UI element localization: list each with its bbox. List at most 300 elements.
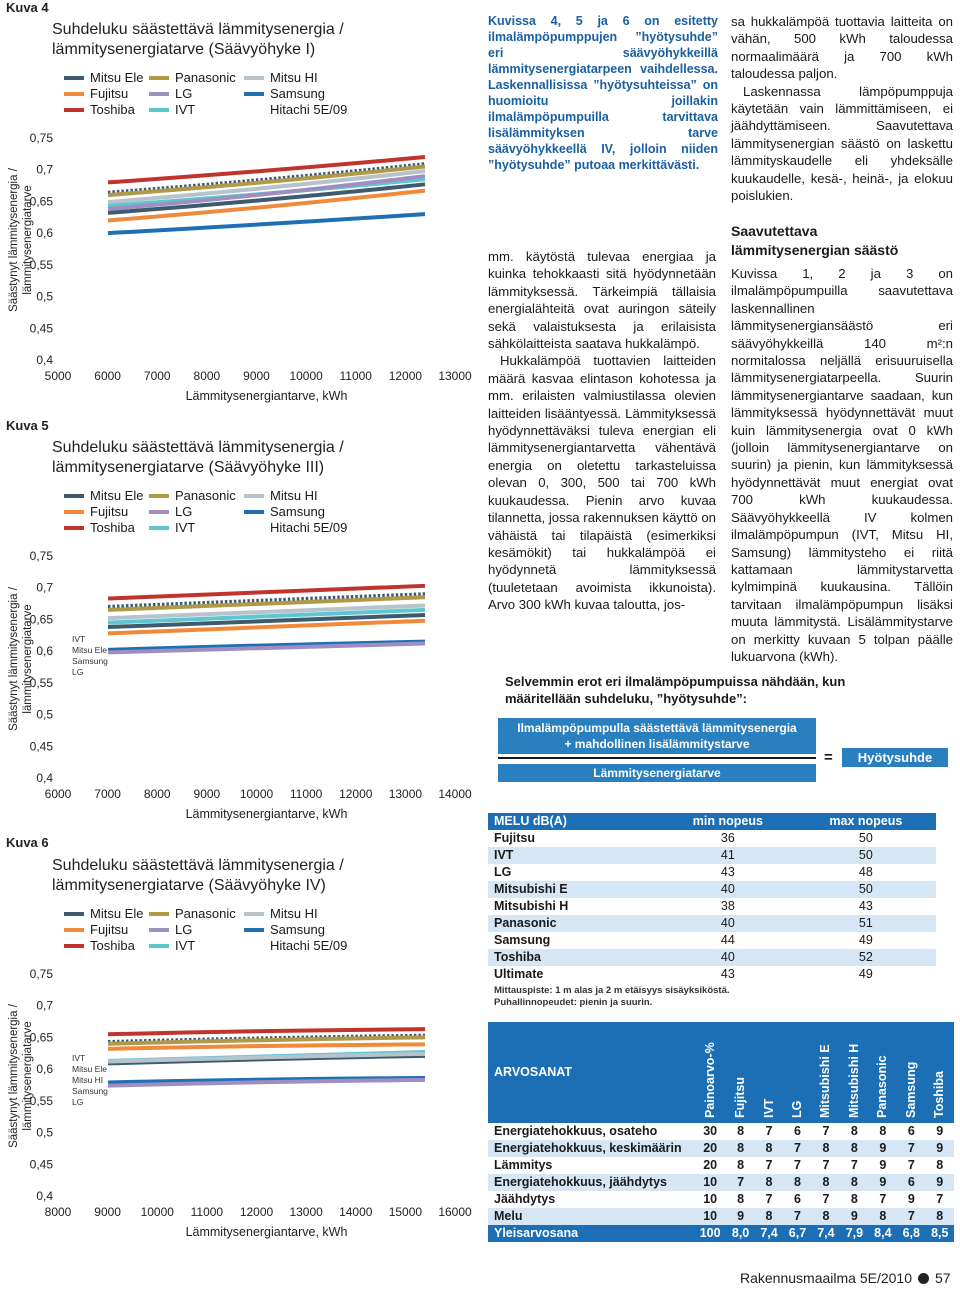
legend-label: Toshiba: [90, 102, 135, 117]
x-tick-label: 8000: [143, 787, 171, 801]
x-tick-label: 11000: [190, 1205, 224, 1219]
chart-plot: [0, 966, 478, 1251]
legend-swatch: [149, 928, 169, 932]
ratings-value-cell: 6: [794, 1124, 801, 1138]
legend-label: Toshiba: [90, 520, 135, 535]
series-annotation: Mitsu Ele: [72, 1064, 107, 1074]
y-tick-label: 0,75: [29, 131, 53, 145]
x-tick-label: 10000: [289, 369, 323, 383]
ratings-col-header: [812, 1022, 840, 1123]
x-tick-label: 11000: [339, 369, 372, 383]
ratings-total-value: 8,0: [726, 1225, 754, 1242]
y-tick-label: 0,7: [36, 162, 53, 177]
series-annotation: Mitsu HI: [72, 1075, 104, 1085]
x-tick-label: 13000: [438, 369, 472, 383]
noise-table-row: [488, 847, 936, 864]
noise-model-cell: Ultimate: [494, 967, 544, 981]
legend-swatch: [64, 928, 84, 932]
ratings-value-cell: 7: [765, 1124, 773, 1138]
legend-swatch: [149, 494, 169, 498]
ratings-col-header: [926, 1022, 954, 1123]
ratings-value-cell: 7: [765, 1158, 773, 1172]
chart-title-line: lämmitysenergiatarve (Säävyöhyke I): [52, 41, 316, 58]
formula-denominator: Lämmitysenergiatarve: [498, 764, 816, 782]
ratings-criterion-cell: Lämmitys: [494, 1158, 553, 1172]
legend-label: Toshiba: [90, 938, 135, 953]
y-tick-label: 0,75: [29, 549, 53, 563]
x-tick-label: 14000: [339, 1205, 373, 1219]
ratings-col-header: [869, 1022, 897, 1123]
ratings-col-header-label: LG: [789, 1100, 804, 1118]
ratings-table-row: [488, 1174, 954, 1191]
legend-label: Fujitsu: [90, 86, 129, 101]
y-tick-label: 0,7: [36, 580, 53, 595]
ratings-value-cell: 7: [783, 1208, 811, 1225]
y-axis-label-line: lämmitysenergiatarve: [22, 185, 34, 295]
legend-swatch: [244, 912, 264, 916]
ratings-table-row: [488, 1191, 954, 1208]
fraction-bar: [498, 757, 816, 759]
ratings-value-cell: 7: [794, 1158, 801, 1172]
noise-table-row: [488, 949, 936, 966]
ratings-value-cell: 8: [936, 1158, 944, 1172]
noise-value-cell: 48: [858, 865, 873, 879]
legend-label: IVT: [175, 520, 196, 535]
ratings-col-header-label: Mitsubishi H: [846, 1043, 861, 1118]
ratings-col-header-label: Samsung: [903, 1061, 918, 1118]
ratings-value-cell: 7: [783, 1140, 811, 1157]
formula-numerator: [498, 718, 816, 754]
legend-swatch: [64, 92, 84, 96]
legend-label: Mitsu HI: [270, 70, 318, 85]
y-tick-label: 0,6: [36, 1062, 53, 1077]
noise-value-cell: 40: [660, 915, 796, 932]
noise-table-row: [488, 966, 936, 983]
ratings-value-cell: 9: [936, 1124, 944, 1138]
legend-label: Fujitsu: [90, 504, 129, 519]
ratings-total-value: 7,4: [812, 1225, 840, 1242]
noise-value-cell: 51: [796, 915, 936, 932]
y-tick-label: 0,55: [29, 257, 53, 272]
chart-title-line: Suhdeluku säästettävä lämmitysenergia /: [52, 21, 344, 38]
formula-intro-line: määritellään suhdeluku, ”hyötysuhde”:: [505, 691, 747, 706]
section-heading-line: lämmitysenergian säästö: [731, 242, 899, 258]
y-axis-label-line: lämmitysenergiatarve: [22, 1021, 34, 1131]
x-tick-label: 12000: [239, 1205, 274, 1219]
ratings-col-header-label: IVT: [761, 1098, 776, 1118]
x-tick-label: 6000: [94, 369, 121, 383]
ratings-value-cell: 7: [879, 1192, 887, 1206]
noise-value-cell: 52: [796, 949, 936, 966]
x-tick-label: 10000: [239, 787, 274, 801]
ratings-total-label: Yleisarvosana: [488, 1225, 694, 1242]
series-annotation: LG: [72, 667, 84, 677]
ratings-value-cell: 8: [840, 1174, 868, 1191]
ratings-criterion-cell: Jäähdytys: [494, 1192, 556, 1206]
ratings-table-row: [488, 1208, 954, 1225]
y-tick-label: 0,5: [36, 707, 53, 722]
noise-table-row: [488, 881, 936, 898]
ratings-table: [488, 1022, 954, 1242]
series-annotation: LG: [72, 1097, 84, 1107]
ratings-value-cell: 7: [822, 1192, 830, 1206]
chart-legend: [64, 70, 394, 122]
legend-swatch: [149, 108, 169, 112]
paragraph: mm. käytöstä tulevaa energiaa ja kuinka tehokkaasti sitä hyödynnetään lämmityksessä. Tärkeimpiä tällaisia energialähteitä ovat auringon säteily sekä valaistuksesta ja erilaisista sähkölaitteista saatava hukkalämpö.: [488, 249, 716, 352]
formula-intro: [505, 673, 845, 707]
ratings-value-cell: 10: [703, 1192, 718, 1206]
ratings-value-cell: 9: [926, 1140, 954, 1157]
noise-value-cell: 43: [858, 899, 873, 913]
ratings-value-cell: 8: [850, 1192, 858, 1206]
noise-table-row: [488, 830, 936, 847]
y-tick-label: 0,65: [29, 1030, 53, 1045]
series-line-toshiba: [108, 586, 425, 599]
ratings-table-body: [488, 1123, 954, 1242]
y-tick-label: 0,5: [36, 289, 53, 304]
legend-label: Samsung: [270, 922, 325, 937]
x-tick-label: 12000: [388, 369, 423, 383]
paragraph: sa hukkalämpöä tuottavia laitteita on vähän, 500 kWh taloudessa normaalimäärä ja 700 kWh taloudessa paljon.: [731, 14, 953, 82]
ratings-col-header-label: Painoarvo-%: [702, 1042, 717, 1118]
body-text-column-2: [488, 248, 716, 614]
legend-swatch: [64, 76, 84, 80]
y-tick-label: 0,6: [36, 644, 53, 659]
legend-label: Mitsu HI: [270, 488, 318, 503]
legend-swatch: [64, 510, 84, 514]
ratings-value-cell: 9: [879, 1158, 887, 1172]
y-tick-label: 0,75: [29, 967, 53, 981]
paragraph: Laskennassa lämpöpumppuja käytetään vain lämmittämiseen, ei jäähdyttämiseen. Saavutettava lämmitysenergian säästö on laskettu lämmityskaudelle eli yhdeksälle kuukaudelle, kesä-, heinä-, ja elokuu poislukien.: [731, 83, 953, 204]
ratings-value-cell: 6: [794, 1192, 801, 1206]
legend-swatch: [149, 510, 169, 514]
section-heading-line: Saavutettava: [731, 223, 818, 239]
x-tick-label: 10000: [140, 1205, 174, 1219]
legend-swatch: [149, 526, 169, 530]
noise-model-cell: IVT: [488, 847, 660, 864]
ratings-value-cell: 9: [869, 1174, 897, 1191]
ratings-value-cell: 9: [869, 1140, 897, 1157]
x-tick-label: 8000: [193, 369, 221, 383]
y-tick-label: 0,4: [36, 353, 53, 367]
ratings-value-cell: 6: [907, 1124, 915, 1138]
noise-value-cell: 50: [858, 831, 873, 845]
ratings-value-cell: 8: [755, 1174, 783, 1191]
noise-table-body: [488, 830, 936, 983]
noise-model-cell: LG: [494, 865, 512, 879]
x-axis-label: Lämmitysenergiantarve, kWh: [185, 807, 348, 821]
legend-label: IVT: [175, 102, 196, 117]
noise-value-cell: 49: [858, 967, 873, 981]
noise-table-note: [494, 985, 730, 1009]
y-tick-label: 0,65: [29, 612, 53, 627]
legend-swatch: [244, 942, 264, 950]
ratings-value-cell: 7: [765, 1192, 773, 1206]
legend-label: Samsung: [270, 504, 325, 519]
ratings-value-cell: 8: [726, 1140, 754, 1157]
noise-table-row: [488, 932, 936, 949]
ratings-col-header-label: Toshiba: [932, 1071, 947, 1118]
noise-value-cell: 40: [660, 881, 796, 898]
ratings-value-cell: 6: [897, 1174, 925, 1191]
ratings-criterion-cell: Energiatehokkuus, jäähdytys: [488, 1174, 694, 1191]
noise-table: [488, 813, 936, 983]
legend-swatch: [64, 108, 84, 112]
formula-numerator-line: + mahdollinen lisälämmitystarve: [564, 737, 750, 751]
ratings-value-cell: 7: [822, 1158, 830, 1172]
legend-label: LG: [175, 922, 193, 937]
ratings-table-row: [488, 1123, 954, 1140]
y-tick-label: 0,45: [29, 1157, 53, 1172]
ratings-value-cell: 8: [879, 1124, 887, 1138]
y-axis-label-line: Säästynyt lämmitysenergia /: [8, 168, 20, 312]
ratings-total-value: 6,8: [897, 1225, 925, 1242]
chart-title-line: Suhdeluku säästettävä lämmitysenergia /: [52, 857, 344, 874]
ratings-criterion-cell: Energiatehokkuus, osateho: [494, 1124, 658, 1138]
noise-col-header: MELU dB(A): [488, 813, 660, 830]
y-tick-label: 0,55: [29, 1093, 53, 1108]
noise-model-cell: Panasonic: [488, 915, 660, 932]
ratings-value-cell: 8: [755, 1140, 783, 1157]
bullet-dot: [918, 1273, 929, 1284]
x-tick-label: 13000: [388, 787, 423, 801]
chart-plot: [0, 548, 478, 833]
noise-value-cell: 44: [720, 933, 735, 947]
ratings-value-cell: 10: [694, 1208, 726, 1225]
legend-label: Mitsu Ele: [90, 906, 144, 921]
legend-swatch: [244, 510, 264, 514]
ratings-table-header: [488, 1022, 954, 1123]
ratings-value-cell: 7: [897, 1208, 925, 1225]
y-tick-label: 0,45: [29, 321, 53, 336]
y-axis-label-line: Säästynyt lämmitysenergia /: [8, 587, 20, 731]
legend-swatch: [64, 944, 84, 948]
legend-swatch: [244, 92, 264, 96]
chart-legend: [64, 488, 394, 540]
series-annotation: Mitsu Ele: [72, 645, 107, 655]
page-footer: [740, 1270, 951, 1286]
ratings-col-header-label: Panasonic: [875, 1055, 890, 1118]
section-heading: [731, 222, 953, 260]
legend-swatch: [244, 76, 264, 80]
ratings-value-cell: 7: [907, 1158, 915, 1172]
ratings-col-header: [755, 1022, 783, 1123]
legend-label: Samsung: [270, 86, 325, 101]
ratings-value-cell: 7: [726, 1174, 754, 1191]
noise-model-cell: Toshiba: [488, 949, 660, 966]
x-axis-label: Lämmitysenergiantarve, kWh: [185, 389, 348, 403]
ratings-col-header: [897, 1022, 925, 1123]
x-tick-label: 6000: [44, 787, 72, 801]
formula-intro-line: Selvemmin erot eri ilmalämpöpumpuissa nähdään, kun: [505, 674, 846, 689]
x-tick-label: 14000: [438, 787, 472, 801]
ratings-value-cell: 8: [755, 1208, 783, 1225]
legend-label: Mitsu HI: [270, 906, 318, 921]
ratings-total-value: 8,5: [926, 1225, 954, 1242]
noise-table-row: [488, 915, 936, 932]
x-axis-label: Lämmitysenergiantarve, kWh: [185, 1225, 348, 1239]
legend-label: Panasonic: [175, 70, 236, 85]
legend-label: Hitachi 5E/09: [270, 520, 348, 535]
legend-swatch: [244, 106, 264, 114]
ratings-value-cell: 9: [907, 1192, 915, 1206]
x-tick-label: 7000: [143, 369, 171, 383]
ratings-total-value: 100: [694, 1225, 726, 1242]
legend-label: LG: [175, 86, 193, 101]
legend-label: Mitsu Ele: [90, 70, 144, 85]
ratings-col-header: [726, 1022, 754, 1123]
ratings-value-cell: 9: [840, 1208, 868, 1225]
noise-value-cell: 40: [660, 949, 796, 966]
noise-model-cell: Mitsubishi H: [494, 899, 569, 913]
y-tick-label: 0,4: [36, 771, 53, 785]
chart-title: [52, 438, 344, 478]
legend-label: Hitachi 5E/09: [270, 102, 348, 117]
legend-label: Panasonic: [175, 488, 236, 503]
noise-value-cell: 50: [796, 881, 936, 898]
ratings-table-row: [488, 1140, 954, 1157]
ratings-col-header: [694, 1022, 726, 1123]
legend-label: Hitachi 5E/09: [270, 938, 348, 953]
x-tick-label: 11000: [289, 787, 323, 801]
ratings-value-cell: 7: [897, 1140, 925, 1157]
ratings-value-cell: 7: [850, 1158, 858, 1172]
ratings-total-value: 6,7: [783, 1225, 811, 1242]
noise-col-header: max nopeus: [796, 813, 936, 830]
publication-name: Rakennusmaailma 5E/2010: [740, 1270, 912, 1286]
ratings-value-cell: 10: [694, 1174, 726, 1191]
note-line: Puhallinnopeudet: pienin ja suurin.: [494, 997, 653, 1008]
figure-label: Kuva 4: [6, 0, 49, 15]
legend-label: Mitsu Ele: [90, 488, 144, 503]
page-number: 57: [935, 1270, 951, 1286]
y-axis-label-line: lämmitysenergiatarve: [22, 604, 34, 714]
x-tick-label: 5000: [44, 369, 72, 383]
noise-value-cell: 50: [796, 847, 936, 864]
legend-label: Fujitsu: [90, 922, 129, 937]
chart-legend: [64, 906, 394, 958]
legend-swatch: [149, 92, 169, 96]
ratings-value-cell: 8: [869, 1208, 897, 1225]
series-line-toshiba: [108, 1029, 425, 1034]
chart-title-line: Suhdeluku säästettävä lämmitysenergia /: [52, 439, 344, 456]
legend-swatch: [64, 912, 84, 916]
chart-title: [52, 856, 344, 896]
ratings-total-value: 7,9: [840, 1225, 868, 1242]
ratings-value-cell: 8: [926, 1208, 954, 1225]
ratings-value-cell: 8: [737, 1192, 745, 1206]
ratings-title: ARVOSANAT: [488, 1022, 694, 1123]
noise-value-cell: 49: [858, 933, 873, 947]
formula-numerator-line: Ilmalämpöpumpulla säästettävä lämmitysenergia: [517, 721, 797, 735]
noise-table-header: [488, 813, 936, 830]
ratings-col-header-label: Fujitsu: [733, 1077, 748, 1118]
ratings-value-cell: 9: [726, 1208, 754, 1225]
legend-label: LG: [175, 504, 193, 519]
ratings-total-value: 7,4: [755, 1225, 783, 1242]
series-annotation: IVT: [72, 634, 86, 644]
y-tick-label: 0,6: [36, 226, 53, 241]
paragraph: Hukkalämpöä tuottavien laitteiden määrä kasvaa elintason kohotessa ja mm. erilaisten valmiustilassa olevien laitteiden lisääntyessä. Lämmityksessä hyödynnettäväksi tuleva energian eli lämmitysenergiantarvetta vähentävä energia on oletettu tarkasteluissa olevan 0, 300, 500 tai 700 kWh kuukaudessa. Pienin arvo kuvaa tilannetta, jossa rakennuksen käyttö on vähäistä tai tilapäistä (esimerkiksi kesämökit) tai hukkalämpöä ei hyödynnetä lämmityksessä (tuuletetaan avoimista ikkunoista). Arvo 300 kWh kuvaa taloutta, jos-: [488, 353, 716, 613]
chart-title-line: lämmitysenergiatarve (Säävyöhyke IV): [52, 877, 326, 894]
legend-swatch: [149, 76, 169, 80]
legend-swatch: [244, 928, 264, 932]
ratings-value-cell: 9: [926, 1174, 954, 1191]
x-tick-label: 16000: [438, 1205, 472, 1219]
ratings-value-cell: 7: [936, 1192, 944, 1206]
ratings-value-cell: 30: [703, 1124, 718, 1138]
ratings-col-header: [783, 1022, 811, 1123]
x-tick-label: 15000: [388, 1205, 423, 1219]
legend-label: IVT: [175, 938, 196, 953]
ratings-value-cell: 8: [783, 1174, 811, 1191]
noise-table-row: [488, 864, 936, 881]
x-tick-label: 9000: [243, 369, 270, 383]
series-annotation: IVT: [72, 1053, 86, 1063]
noise-model-cell: Fujitsu: [494, 831, 535, 845]
legend-swatch: [64, 494, 84, 498]
body-text-column-3: [731, 13, 953, 204]
noise-table-row: [488, 898, 936, 915]
chart-title: [52, 20, 344, 60]
note-line: Mittauspiste: 1 m alas ja 2 m etäisyys sisäyksiköstä.: [494, 985, 730, 996]
chart-title-line: lämmitysenergiatarve (Säävyöhyke III): [52, 459, 325, 476]
ratings-value-cell: 8: [737, 1158, 745, 1172]
y-tick-label: 0,45: [29, 739, 53, 754]
y-tick-label: 0,4: [36, 1189, 53, 1203]
ratings-value-cell: 8: [812, 1208, 840, 1225]
legend-swatch: [244, 524, 264, 532]
ratings-value-cell: 8: [737, 1124, 745, 1138]
y-tick-label: 0,55: [29, 675, 53, 690]
charts-column: [0, 0, 478, 1289]
x-tick-label: 8000: [44, 1205, 72, 1219]
ratings-criterion-cell: Melu: [488, 1208, 694, 1225]
noise-value-cell: 36: [720, 831, 735, 845]
ratings-value-cell: 8: [812, 1174, 840, 1191]
ratings-total-value: 8,4: [869, 1225, 897, 1242]
figure-label: Kuva 6: [6, 835, 49, 850]
x-tick-label: 9000: [193, 787, 221, 801]
series-annotation: Samsung: [72, 1086, 108, 1096]
ratings-criterion-cell: Energiatehokkuus, keskimäärin: [488, 1140, 694, 1157]
ratings-value-cell: 7: [822, 1124, 830, 1138]
legend-swatch: [244, 494, 264, 498]
legend-swatch: [149, 944, 169, 948]
ratings-col-header: [840, 1022, 868, 1123]
ratings-total-row: [488, 1225, 954, 1242]
body-text-savings: Kuvissa 1, 2 ja 3 on ilmalämpöpumpuilla saavutettava laskennallinen lämmitysenergiansäästö eri säävyöhykkeillä 140 m²:n normitalossa neljällä erisuuruisella lämmitysenergiatarpeella. Suurin lämmitysenergiantarve saadaan, kun lämmityksessä hyödynnettävät muut kuin lämmitysenergia ovat 0 kWh (jolloin lämmitysenergiantarve on suurin) ja pienin, kun lämmityksessä hyödynnettävät muut energiat ovat 700 kWh kuukaudessa. Säävyöhykkeellä IV kolmen ilmalämpöpumpun (IVT, Mitsu HI, Samsung) lämmitysteho ei riitä kattamaan lämmitystarvetta kylmimpinä kuukausina. Tällöin tarvitaan ilmalämpöpumpun lisäksi muuta lämmitystä. Lisälämmitystarve on merkitty kuvaan 5 tolpan päälle lukuarvona (kWh).: [731, 266, 953, 664]
chart-plot: [0, 130, 478, 415]
y-tick-label: 0,5: [36, 1125, 53, 1140]
legend-swatch: [149, 912, 169, 916]
x-tick-label: 7000: [94, 787, 121, 801]
series-annotation: Samsung: [72, 656, 108, 666]
noise-model-cell: Mitsubishi E: [488, 881, 660, 898]
figure-label: Kuva 5: [6, 418, 49, 433]
series-line-fujitsu: [108, 1044, 425, 1048]
ratings-value-cell: 8: [850, 1124, 858, 1138]
y-axis-label-line: Säästynyt lämmitysenergia /: [8, 1004, 20, 1148]
noise-value-cell: 43: [720, 865, 735, 879]
ratings-col-header-label: Mitsubishi E: [818, 1044, 833, 1118]
figure-intro-text: Kuvissa 4, 5 ja 6 on esitetty ilmalämpöpumppujen ”hyötysuhde” eri säävyöhykkeillä lämmitysenergiatarpeen vaihdellessa. Laskennallisissa ”hyötysuhteissa” on huomioitu joillakin ilmalämpöpumpuilla tarvittava lisälämmityksen tarve säävyöhykkeellä IV, jolloin niiden ”hyötysuhde” putoaa merkittävästi.: [488, 14, 718, 172]
noise-value-cell: 43: [720, 967, 735, 981]
ratings-value-cell: 8: [812, 1140, 840, 1157]
x-tick-label: 12000: [339, 787, 373, 801]
y-tick-label: 0,65: [29, 194, 53, 209]
y-tick-label: 0,7: [36, 998, 53, 1013]
